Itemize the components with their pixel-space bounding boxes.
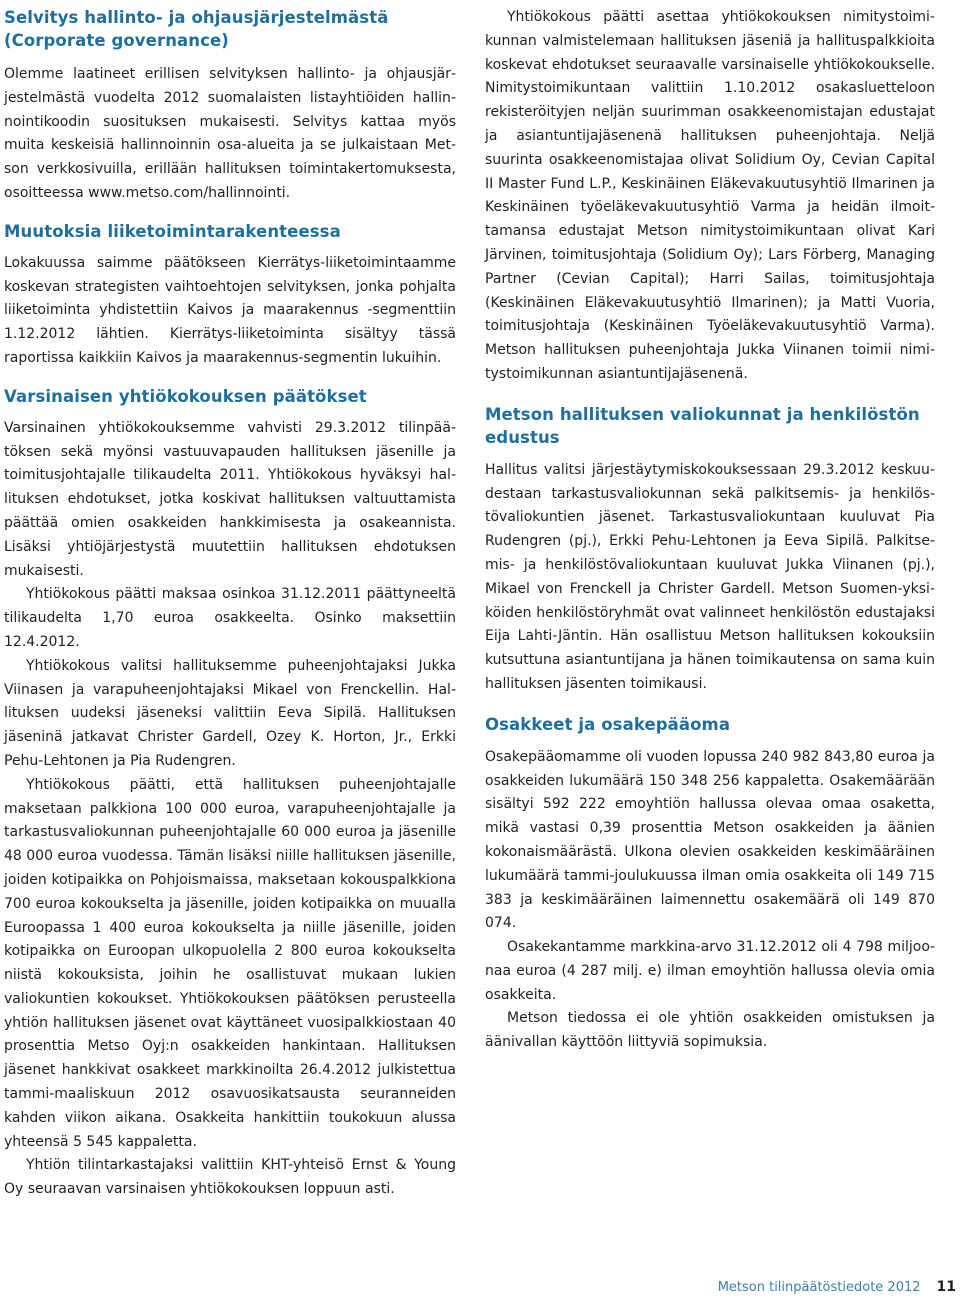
page-footer bbox=[718, 1279, 956, 1295]
paragraph-shares-agreements: Metson tiedossa ei ole yhtiön osakkeiden omistuksen ja äänivallan käyttöön liittyviä sopimuksia. bbox=[485, 1010, 935, 1051]
right-column bbox=[485, 6, 935, 1055]
paragraph-corporate-governance: Olemme laatineet erillisen selvityksen hallinto- ja ohjausjärjestelmästä vuodelta 2012 suomalaisten listayhtiöiden hallinnointikoodin suosituksen mukaisesti. Selvitys kattaa myös muita keskeisiä hallinnoinnin osa-alueita ja se julkaistaan Metson verkkosivuilla, erillään hallituksen toimintakertomuksesta, osoitteessa www.metso.com/hallinnointi. bbox=[4, 66, 456, 201]
paragraph-agm-fees: Yhtiökokous päätti, että hallituksen puheenjohtajalle maksetaan palkkiona 100 000 euroa, varapuheenjohtajalle ja tarkastusvaliokunnan puheenjohtajalle 60 000 euroa ja jäsenille 48 000 euroa vuodessa. Tämän lisäksi niille hallituksen jäsenille, joiden kotipaikka on Pohjoismaissa, maksetaan kokouspalkkiona 700 euroa kokoukselta ja jäsenille, joiden kotipaikka on muualla Euroopassa 1 400 euroa kokoukselta ja niille jäsenille, joiden kotipaikka on Euroopan ulkopuolella 2 800 euroa kokoukselta niistä kokouksista, joihin he osallistuvat mukaan lukien valiokuntien kokoukset. Yhtiökokouksen päätöksen perusteella yhtiön hallituksen jäsenet ovat käyttäneet vuosipalkkiostaan 40 prosenttia Metso Oyj:n osakkeiden hankintaan. Hallituksen jäsenet hankkivat osakkeet markkinoilta 26.4.2012 julkistettua tammi-maaliskuun 2012 osavuosikatsausta seuranneiden kahden viikon aikana. Osakkeita hankittiin toukokuun alussa yhteensä 5 545 kappaletta. bbox=[4, 776, 456, 1150]
left-column bbox=[4, 6, 456, 1202]
paragraph-agm-board: Yhtiökokous valitsi hallituksemme puheenjohtajaksi Jukka Viinasen ja varapuheenjohtajaksi Mikael von Frenckellin. Hallituksen uudeksi jäseneksi valittiin Eeva Sipilä. Hallituksen jäseninä jatkavat Christer Gardell, Ozey K. Horton, Jr., Erkki Pehu-Lehtonen ja Pia Rudengren. bbox=[4, 657, 456, 769]
section-title-business-structure: Muutoksia liiketoimintarakenteessa bbox=[4, 221, 341, 241]
paragraph-shares-1: Osakepääomamme oli vuoden lopussa 240 982 843,80 euroa ja osakkeiden lukumäärä 150 348 256 kappaletta. Osakemäärään sisältyi 592 222 emoyhtiön hallussa olevaa omaa osaketta, mikä vastasi 0,39 prosenttia Metson osakkeiden ja äänien kokonaismäärästä. Ulkona olevien osakkeiden keskimääräinen lukumäärä tammi-joulukuussa ilman omia osakkeita oli 149 715 383 ja keskimääräinen laimennettu osakemäärä oli 149 870 074. bbox=[485, 748, 935, 932]
section-title-agm-decisions: Varsinaisen yhtiökokouksen päätökset bbox=[4, 386, 367, 406]
section-title-committees: Metson hallituksen valiokunnat ja henkilöstön edustus bbox=[485, 404, 920, 447]
page-number: 11 bbox=[936, 1279, 956, 1295]
footer-document-title: Metson tilinpäätöstiedote 2012 bbox=[717, 1280, 921, 1295]
paragraph-committees: Hallitus valitsi järjestäytymiskokouksessaan 29.3.2012 keskuudestaan tarkastusvaliokunnan sekä palkitsemis- ja henkilöstövaliokuntien jäsenet. Tarkastusvaliokuntaan kuuluvat Pia Rudengren (pj.), Erkki Pehu-Lehtonen ja Eeva Sipilä. Palkitsemis- ja henkilöstövaliokuntaan kuuluvat Jukka Viinanen (pj.), Mikael von Frenckell ja Christer Gardell. Metson Suomen-yksiköiden henkilöstöryhmät ovat valinneet henkilöstön edustajaksi Eija Lahti-Jäntin. Hän osallistuu Metson hallituksen kokouksiin kutsuttuna asiantuntijana ja hänen toimikautensa on sama kuin hallituksen jäsenten toimikausi. bbox=[485, 461, 935, 692]
paragraph-business-structure: Lokakuussa saimme päätökseen Kierrätys-liiketoimintaamme koskevan strategisten vaihtoehtojen selvityksen, jonka pohjalta liiketoiminta yhdistettiin Kaivos ja maarakennus -segmenttiin 1.12.2012 lähtien. Kierrätys-liiketoiminta sisältyy tässä raportissa kaikkiin Kaivos ja maarakennus-segmentin lukuihin. bbox=[4, 254, 456, 366]
paragraph-agm-dividend: Yhtiökokous päätti maksaa osinkoa 31.12.2011 päättyneeltä tilikaudelta 1,70 euroa osakkeelta. Osinko maksettiin 12.4.2012. bbox=[4, 586, 456, 650]
paragraph-agm-auditor: Yhtiön tilintarkastajaksi valittiin KHT-yhteisö Ernst & Young Oy seuraavan varsinaisen yhtiökokouksen loppuun asti. bbox=[4, 1157, 456, 1198]
section-title-corporate-governance: Selvitys hallinto- ja ohjausjärjestelmästä (Corporate governance) bbox=[4, 8, 389, 50]
section-title-shares: Osakkeet ja osakepääoma bbox=[485, 714, 731, 734]
paragraph-agm-1: Varsinainen yhtiökokouksemme vahvisti 29.3.2012 tilinpäätöksen sekä myönsi vastuuvapauden hallituksen jäsenille ja toimitusjohtajalle tilikaudelta 2011. Yhtiökokous hyväksyi hallituksen ehdotukset, jotka koskivat hallituksen valtuuttamista päättää omien osakkeiden hankkimisesta ja osakeannista. Lisäksi yhtiöjärjestystä muutettiin hallituksen ehdotuksen mukaisesti. bbox=[4, 419, 456, 579]
paragraph-shares-market-cap: Osakekantamme markkina-arvo 31.12.2012 oli 4 798 miljoonaa euroa (4 287 milj. e) ilman emoyhtiön hallussa olevia omia osakkeita. bbox=[485, 939, 935, 1003]
paragraph-nomination-committee: Yhtiökokous päätti asettaa yhtiökokouksen nimitystoimikunnan valmistelemaan hallituksen jäseniä ja hallituspalkkioita koskevat ehdotukset seuraavalle varsinaiselle yhtiökokoukselle. Nimitystoimikuntaan valittiin 1.10.2012 osakasluetteloon rekisteröityjen neljän suurimman osakkeenomistajan edustajat ja asiantuntijajäsenenä hallituksen puheenjohtaja. Neljä suurinta osakkeenomistajaa olivat Solidium Oy, Cevian Capital II Master Fund L.P., Keskinäinen Eläkevakuutusyhtiö Ilmarinen ja Keskinäinen työeläkevakuutusyhtiö Varma ja heidän ilmoittamansa edustajat Metson nimitystoimikuntaan olivat Kari Järvinen, toimitusjohtaja (Solidium Oy); Lars Förberg, Managing Partner (Cevian Capital); Harri Sailas, toimitusjohtaja (Keskinäinen Eläkevakuutusyhtiö Ilmarinen); ja Matti Vuoria, toimitusjohtaja (Keskinäinen Työeläkevakuutusyhtiö Varma). Metson hallituksen puheenjohtaja Jukka Viinanen toimii nimitystoimikunnan asiantuntijajäsenenä. bbox=[485, 9, 935, 382]
